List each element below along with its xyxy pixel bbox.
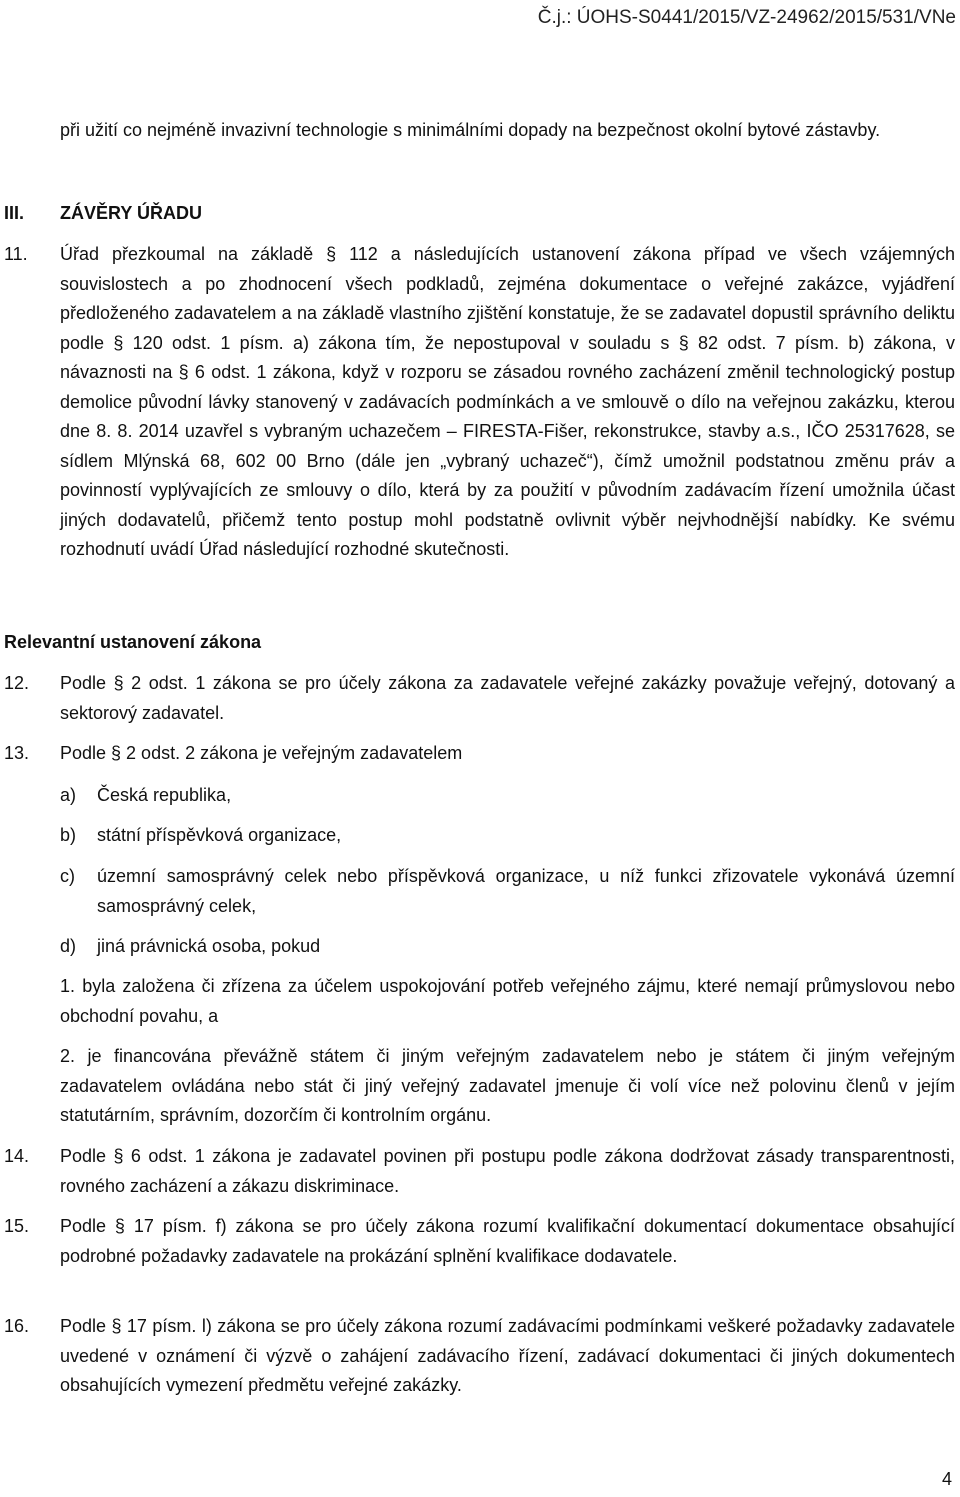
sub-list-label: 1. (60, 976, 76, 996)
list-item: Česká republika, (97, 785, 232, 805)
paragraph-number: 11. (4, 244, 28, 264)
section-title: ZÁVĚRY ÚŘADU (60, 203, 203, 223)
paragraph-number: 15. (4, 1216, 30, 1236)
paragraph-16: Podle § 17 písm. l) zákona se pro účely zákona rozumí zadávacími podmínkami veškeré požadavky zadavatele uvedené v oznámení či výzvě o zahájení zadávacího řízení, zadávací dokumentaci či jiných dokumentech obsahujících vymezení předmětu veřejné zakázky. (60, 1316, 955, 1395)
section-number: III. (4, 203, 25, 223)
sub-list-item (60, 1042, 955, 1131)
list-item-label: d) (60, 936, 77, 956)
paragraph-number: 14. (4, 1146, 30, 1166)
list-item: státní příspěvková organizace, (97, 825, 342, 845)
paragraph-number: 12. (4, 673, 30, 693)
page-number: 4 (941, 1469, 952, 1489)
sub-list-label: 2. (60, 1046, 76, 1066)
sub-list-text: je financována převážně státem či jiným veřejným zadavatelem nebo je státem či jiným veřejným zadavatelem ovládána nebo stát či jiný veřejný zadavatel jmenuje či volí více než polovinu členů v jejím statutárním, správním, dozorčím či kontrolním orgánu. (60, 1046, 955, 1125)
list-item-label: b) (60, 825, 77, 845)
list-item: územní samosprávný celek nebo příspěvková organizace, u níž funkci zřizovatele vykonává územní samosprávný celek, (97, 866, 955, 916)
paragraph-13: Podle § 2 odst. 2 zákona je veřejným zadavatelem (60, 743, 463, 763)
list-item-label: c) (60, 866, 75, 886)
paragraph-14: Podle § 6 odst. 1 zákona je zadavatel povinen při postupu podle zákona dodržovat zásady transparentnosti, rovného zacházení a zákazu diskriminace. (60, 1146, 955, 1196)
document-reference: Č.j.: ÚOHS-S0441/2015/VZ-24962/2015/531/VNe (537, 7, 956, 28)
subheading: Relevantní ustanovení zákona (4, 632, 262, 652)
sub-list-text: byla založena či zřízena za účelem uspokojování potřeb veřejného zájmu, které nemají průmyslovou nebo obchodní povahu, a (60, 976, 955, 1026)
list-item-label: a) (60, 785, 77, 805)
paragraph-12: Podle § 2 odst. 1 zákona se pro účely zákona za zadavatele veřejné zakázky považuje veřejný, dotovaný a sektorový zadavatel. (60, 673, 955, 723)
list-item: jiná právnická osoba, pokud (97, 936, 321, 956)
paragraph-15: Podle § 17 písm. f) zákona se pro účely zákona rozumí kvalifikační dokumentací dokumentace obsahující podrobné požadavky zadavatele na prokázání splnění kvalifikace dodavatele. (60, 1216, 955, 1266)
intro-paragraph: při užití co nejméně invazivní technologie s minimálními dopady na bezpečnost okolní bytové zástavby. (60, 120, 881, 140)
paragraph-number: 13. (4, 743, 30, 763)
paragraph-number: 16. (4, 1316, 30, 1336)
sub-list-item (60, 972, 955, 1031)
paragraph-11: Úřad přezkoumal na základě § 112 a následujících ustanovení zákona případ ve všech vzájemných souvislostech a po zhodnocení všech podkladů, zejména dokumentace o veřejné zakázce, vyjádření předloženého zadavatelem a na základě vlastního zjištění konstatuje, že se zadavatel dopustil správního deliktu podle § 120 odst. 1 písm. a) zákona tím, že nepostupoval v souladu s § 82 odst. 7 písm. b) zákona, v návaznosti na § 6 odst. 1 zákona, když v rozporu se zásadou rovného zacházení změnil technologický postup demolice původní lávky stanovený v zadávacích podmínkách a ve smlouvě o dílo na veřejnou zakázku, kterou dne 8. 8. 2014 uzavřel s vybraným uchazečem – FIRESTA-Fišer, rekonstrukce, stavby a.s., IČO 25317628, se sídlem Mlýnská 68, 602 00 Brno (dále jen „vybraný uchazeč“), čímž umožnil podstatnou změnu práv a povinností vyplývajících ze smlouvy o dílo, která by za použití v původním zadávacím řízení umožnila účast jiných dodavatelů, přičemž tento postup mohl podstatně ovlivnit výběr nejvhodnější nabídky. Ke svému rozhodnutí uvádí Úřad následující rozhodné skutečnosti. (60, 244, 955, 559)
